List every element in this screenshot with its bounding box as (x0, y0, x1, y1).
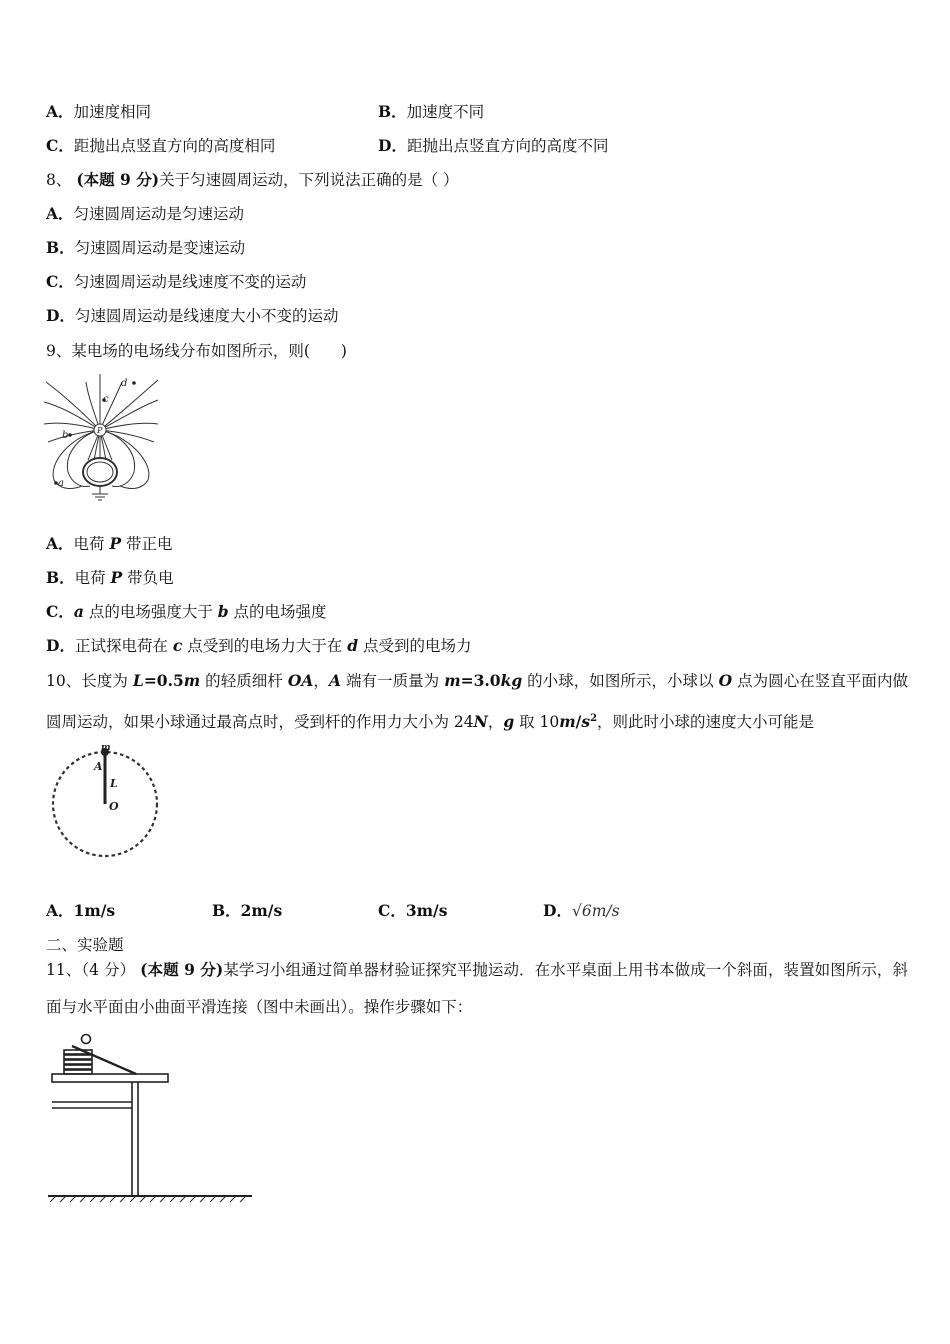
q9-option-b: B．电荷 P 带负电 (46, 568, 174, 587)
q10-option-c: C．3m/s (378, 901, 448, 920)
q7-option-a: A．加速度相同 (46, 102, 152, 121)
label-a: A (94, 760, 103, 773)
section-title: 二、实验题 (46, 936, 124, 954)
label-o: O (109, 800, 119, 813)
ramp-apparatus-figure (44, 1030, 256, 1205)
electric-field-figure (42, 372, 162, 502)
label-d: d (121, 378, 128, 389)
q8-stem: 8、 (本题 9 分)关于匀速圆周运动，下列说法正确的是（ ） (46, 170, 459, 189)
label-p: P (97, 426, 103, 435)
q7-option-c: C．距抛出点竖直方向的高度相同 (46, 136, 276, 155)
circular-motion-figure (48, 742, 163, 860)
q8-option-c: C．匀速圆周运动是线速度不变的运动 (46, 272, 307, 291)
q8-option-a: A．匀速圆周运动是匀速运动 (46, 204, 245, 223)
q9-option-d: D．正试探电荷在 c 点受到的电场力大于在 d 点受到的电场力 (46, 636, 472, 655)
q10-option-a: A．1m/s (46, 901, 116, 920)
q11-stem: 11、（4 分） (本题 9 分)某学习小组通过简单器材验证探究平抛运动．在水平桌面上用书本做成一个斜面，装置如图所示，斜面与水平面由小曲面平滑连接（图中未画出）。操作步骤如下： (46, 960, 908, 1016)
label-m: m (101, 743, 111, 753)
q9-option-c: C．a 点的电场强度大于 b 点的电场强度 (46, 602, 327, 621)
label-c: c (103, 394, 109, 405)
q7-option-d: D．距抛出点竖直方向的高度不同 (378, 136, 609, 155)
q7-option-b: B．加速度不同 (378, 102, 485, 121)
q10-option-b: B．2m/s (212, 901, 283, 920)
q10-stem: 10、长度为 L=0.5m 的轻质细杆 OA，A 端有一质量为 m=3.0kg 的小球，如图所示，小球以 O 点为圆心在竖直平面内做圆周运动，如果小球通过最高点时，受到杆的作用力大小为 24N，g 取 $10m/s^2$，则此时小球的速度大小可能是 (46, 671, 909, 732)
q9-option-a: A．电荷 P 带正电 (46, 534, 173, 553)
label-a: a (58, 478, 64, 489)
q8-option-d: D．匀速圆周运动是线速度大小不变的运动 (46, 306, 339, 325)
q8-option-b: B．匀速圆周运动是变速运动 (46, 238, 246, 257)
q10-option-d: D．√6m/s (543, 901, 620, 920)
label-b: b (62, 430, 69, 441)
label-l: L (110, 777, 118, 790)
q9-stem: 9、某电场的电场线分布如图所示，则( ) (46, 342, 347, 360)
